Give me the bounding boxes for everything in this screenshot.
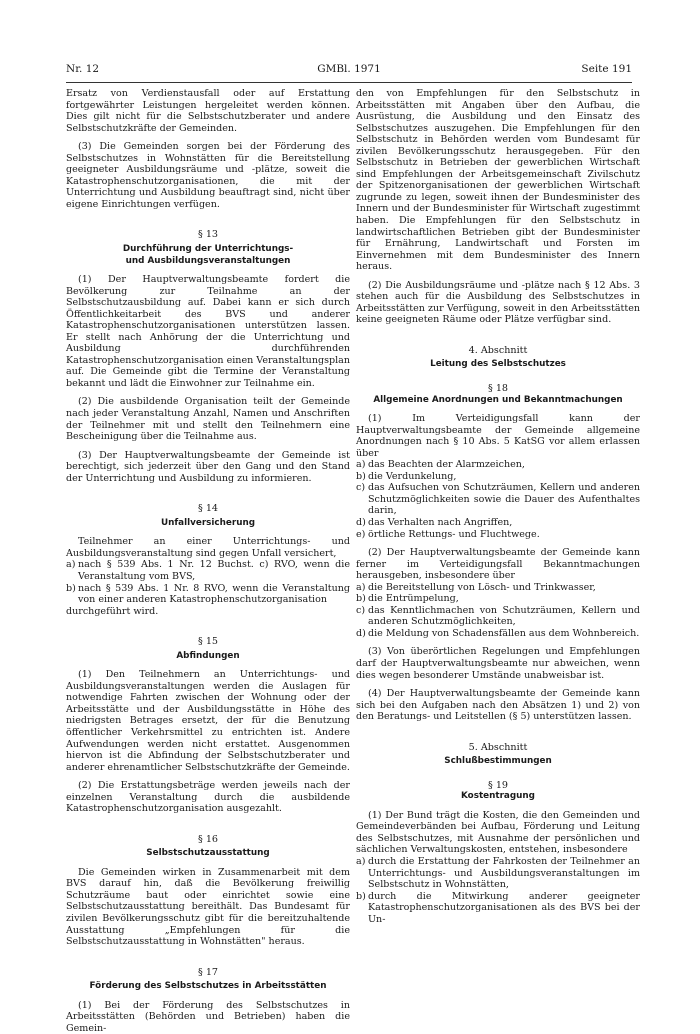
section-title: und Ausbildungsveranstaltungen xyxy=(125,255,291,266)
paragraph: (3) Von überörtlichen Regelungen und Empfehlungen darf der Hauptverwaltungsbeamte nur abweichen, wenn dies wegen besonderer Umstände unabweisbar ist. xyxy=(356,646,640,681)
section-number: § 14 xyxy=(197,503,219,515)
section-title: Förderung des Selbstschutzes in Arbeitsstätten xyxy=(89,981,327,992)
list-label: e) xyxy=(356,528,366,540)
section-number: § 17 xyxy=(197,966,219,978)
paragraph: Die Gemeinden wirken in Zusammenarbeit mit dem BVS darauf hin, daß die Bevölkerung freiwillig Schutzräume baut oder einrichtet sowie eine Selbstschutzausstattung bereithält. Das Bundesamt für zivilen Bevölkerungsschutz gibt für die bereitzuhaltende Ausstattung „Empfehlungen für die Selbstschutzausstattung in Wohnstätten" heraus. xyxy=(66,866,350,948)
paragraph: (1) Der Hauptverwaltungsbeamte fordert die Bevölkerung zur Teilnahme an der Selbstschutzausbildung auf. Dabei kann er sich durch Öffentlichkeitarbeit des BVS und anderer Katastrophenschutzorganisationen unterstützen lassen. Er stellt nach Anhörung der die Unterrichtung und Ausbildung durchführenden Katastrophenschutzorganisation einen Veranstaltungsplan auf. Die Gemeinde gibt die Termine der Veranstaltung bekannt und lädt die Einwohner zur Teilnahme ein. xyxy=(66,274,350,389)
chapter-number: 4. Abschnitt xyxy=(468,344,528,356)
list-text: nach § 539 Abs. 1 Nr. 8 RVO, wenn die Veranstaltung von einer anderen Katastrophenschutzorganisation xyxy=(78,582,350,606)
list-item xyxy=(356,891,640,926)
chapter-title: Leitung des Selbstschutzes xyxy=(430,359,566,370)
list-item xyxy=(356,529,640,541)
publication-name: GMBl. 1971 xyxy=(317,63,381,75)
section-title: Abfindungen xyxy=(176,650,240,661)
paragraph: (3) Der Hauptverwaltungsbeamte der Gemeinde ist berechtigt, sich jederzeit über den Gang und den Stand der Unterrichtung und Ausbildung zu informieren. xyxy=(66,449,350,484)
list-label: b) xyxy=(356,470,366,482)
list-item xyxy=(356,459,640,471)
list-text: durch die Erstattung der Fahrkosten der Teilnehmer an Unterrichtungs- und Ausbildungsveranstaltungen im Selbstschutz in Wohnstätten, xyxy=(368,855,640,891)
paragraph: (2) Der Hauptverwaltungsbeamte der Gemeinde kann ferner im Verteidigungsfall Bekanntmachungen herausgeben, insbesondere über xyxy=(356,547,640,582)
list-label: d) xyxy=(356,516,366,528)
paragraph: durchgeführt wird. xyxy=(66,605,159,617)
section-number: § 19 xyxy=(487,779,509,791)
list-item xyxy=(66,583,350,606)
paragraph: (1) Bei der Förderung des Selbstschutzes in Arbeitsstätten (Behörden und Betrieben) haben die Gemein- xyxy=(66,999,350,1034)
page-number: Seite 191 xyxy=(581,63,632,75)
paragraph: Ersatz von Verdienstausfall oder auf Erstattung fortgewährter Leistungen hergeleitet werden können. Dies gilt nicht für die Selbstschutzberater und andere Selbstschutzkräfte der Gemeinden. xyxy=(66,88,350,134)
section-number: § 18 xyxy=(487,382,509,394)
paragraph: den von Empfehlungen für den Selbstschutz in Arbeitsstätten mit Angaben über den Aufbau, die Ausrüstung, die Ausbildung und den Einsatz des Selbstschutzes auszugehen. Die Empfehlungen für den Selbstschutz in Behörden werden vom Bundesamt für zivilen Bevölkerungsschutz herausgegeben. Für den Selbstschutz in Betrieben der gewerblichen Wirtschaft sind Empfehlungen der Arbeitsgemeinschaft Zivilschutz der Spitzenorganisationen der gewerblichen Wirtschaft zugrunde zu legen, soweit ihnen der Bundesminister des Innern und der Bundesminister für Wirtschaft zugestimmt haben. Die Empfehlungen für den Selbstschutz in landwirtschaftlichen Betrieben gibt der Bundesminister für Ernährung, Landwirtschaft und Forsten im Einvernehmen mit dem Bundesminister des Innern heraus. xyxy=(356,88,640,273)
paragraph: (1) Den Teilnehmern an Unterrichtungs- und Ausbildungsveranstaltungen werden die Auslagen für notwendige Fahrten zwischen der Wohnung oder der Arbeitsstätte und der Ausbildungsstätte in Höhe des niedrigsten Betrages ersetzt, der für die Benutzung öffentlicher Verkehrsmittel zu entrichten ist. Andere Aufwendungen werden nicht erstattet. Ausgenommen hiervon ist die Abfindung der Selbstschutzberater und anderer ehrenamtlicher Selbstschutzkräfte der Gemeinde. xyxy=(66,669,350,773)
section-title: Kostentragung xyxy=(461,791,535,802)
list-label: a) xyxy=(356,459,366,471)
section-number: § 13 xyxy=(197,229,219,241)
right-column xyxy=(356,88,640,925)
list-label: a) xyxy=(66,559,76,571)
list-label: b) xyxy=(356,890,366,902)
header-rule xyxy=(66,82,632,83)
list-item xyxy=(356,605,640,628)
paragraph: (3) Die Gemeinden sorgen bei der Förderung des Selbstschutzes in Wohnstätten für die Bereitstellung geeigneter Ausbildungsräume und -plätze, soweit die Katastrophenschutzorganisationen, die mit der Unterrichtung und Ausbildung beauftragt sind, nicht über eigene Einrichtungen verfügen. xyxy=(66,141,350,210)
paragraph: (2) Die ausbildende Organisation teilt der Gemeinde nach jeder Veranstaltung Anzahl, Namen und Anschriften der Teilnehmer mit und stellt den Teilnehmern eine Bescheinigung über die Teilnahme aus. xyxy=(66,396,350,443)
paragraph: (1) Im Verteidigungsfall kann der Hauptverwaltungsbeamte der Gemeinde allgemeine Anordnungen nach § 10 Abs. 5 KatSG vor allem erlassen über xyxy=(356,413,640,459)
list-text: die Entrümpelung, xyxy=(368,593,459,605)
paragraph: Teilnehmer an einer Unterrichtungs- und Ausbildungsveranstaltung sind gegen Unfall versichert, xyxy=(66,536,350,559)
list-item xyxy=(356,593,640,605)
list-item xyxy=(356,628,640,640)
page-header xyxy=(66,63,632,79)
section-title: Durchführung der Unterrichtungs- xyxy=(122,244,294,255)
chapter-number: 5. Abschnitt xyxy=(468,741,528,753)
list-text: nach § 539 Abs. 1 Nr. 12 Buchst. c) RVO, wenn die Veranstaltung vom BVS, xyxy=(78,559,350,582)
paragraph: (2) Die Erstattungsbeträge werden jeweils nach der einzelnen Veranstaltung durch die ausbildende Katastrophenschutzorganisation ausgezahlt. xyxy=(66,780,350,815)
list-text: die Meldung von Schadensfällen aus dem Wohnbereich. xyxy=(368,627,640,639)
list-text: durch die Mitwirkung anderer geeigneter Katastrophenschutzorganisationen als des BVS bei der Un- xyxy=(368,890,640,925)
list-label: c) xyxy=(356,482,366,494)
section-number: § 15 xyxy=(197,636,219,648)
list-text: das Beachten der Alarmzeichen, xyxy=(368,459,525,471)
paragraph: (2) Die Ausbildungsräume und -plätze nach § 12 Abs. 3 stehen auch für die Ausbildung des Selbstschutzes in Arbeitsstätten zur Verfügung, soweit in den Arbeitsstätten keine geeigneten Räume oder Plätze verfügbar sind. xyxy=(356,279,640,326)
issue-number: Nr. 12 xyxy=(66,63,100,75)
paragraph: (1) Der Bund trägt die Kosten, die den Gemeinden und Gemeindeverbänden bei Aufbau, Förderung und Leitung des Selbstschutzes, mit Ausnahme der persönlichen und sächlichen Verwaltungskosten, entstehen, insbesondere xyxy=(356,809,640,856)
list-item xyxy=(356,471,640,483)
section-title: Allgemeine Anordnungen und Bekanntmachungen xyxy=(373,394,623,405)
list-text: örtliche Rettungs- und Fluchtwege. xyxy=(368,528,540,540)
section-title: Unfallversicherung xyxy=(160,517,256,528)
chapter-title: Schlußbestimmungen xyxy=(444,756,552,767)
section-number: § 16 xyxy=(197,833,219,845)
list-label: a) xyxy=(356,581,366,593)
paragraph: (4) Der Hauptverwaltungsbeamte der Gemeinde kann sich bei den Aufgaben nach den Absätzen 1) und 2) von den Beratungs- und Leitstellen (§ 5) unterstützen lassen. xyxy=(356,688,640,723)
list-label: c) xyxy=(356,604,366,616)
list-label: b) xyxy=(356,593,366,605)
list-text: das Kenntlichmachen von Schutzräumen, Kellern und anderen Schutzmöglichkeiten, xyxy=(368,604,640,628)
list-label: b) xyxy=(66,582,76,594)
list-text: die Verdunkelung, xyxy=(368,470,457,482)
section-title: Selbstschutzausstattung xyxy=(146,848,270,859)
list-item xyxy=(356,856,640,891)
list-label: d) xyxy=(356,627,366,639)
list-item xyxy=(356,517,640,529)
list-item xyxy=(356,582,640,594)
list-text: die Bereitstellung von Lösch- und Trinkwasser, xyxy=(368,581,596,593)
list-text: das Aufsuchen von Schutzräumen, Kellern und anderen Schutzmöglichkeiten sowie die Dauer des Aufenthaltes darin, xyxy=(368,482,640,517)
list-text: das Verhalten nach Angriffen, xyxy=(368,516,513,528)
list-item xyxy=(356,482,640,517)
left-column xyxy=(66,88,350,1034)
list-item xyxy=(66,559,350,582)
list-label: a) xyxy=(356,855,366,867)
